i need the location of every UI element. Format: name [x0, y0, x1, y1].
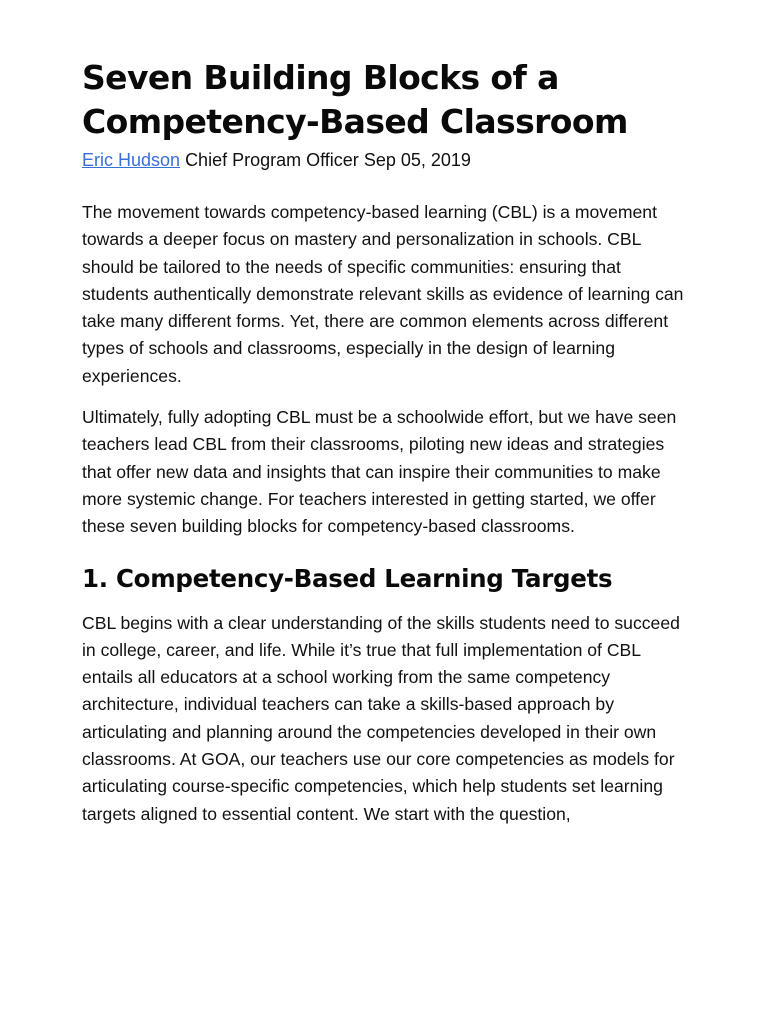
author-link[interactable]: Eric Hudson	[82, 150, 181, 170]
second-paragraph: Ultimately, fully adopting CBL must be a schoolwide effort, but we have seen teachers lead CBL from their classrooms, piloting new ideas and strategies that offer new data and insights that can inspire their communities to make more systemic change. For teachers interested in getting started, we offer these seven building blocks for competency-based classrooms.	[82, 407, 677, 537]
section-heading: 1. Competency-Based Learning Targets	[82, 563, 613, 593]
intro-paragraph: The movement towards competency-based learning (CBL) is a movement towards a deeper focus on mastery and personalization in schools. CBL should be tailored to the needs of specific communities: ensuring that students authentically demonstrate relevant skills as evidence of learning can take many different forms. Yet, there are common elements across different types of schools and classrooms, especially in the design of learning experiences.	[82, 202, 684, 386]
article-title: Seven Building Blocks of a Competency-Based Classroom	[82, 58, 628, 141]
section-paragraph: CBL begins with a clear understanding of the skills students need to succeed in college, career, and life. While it’s true that full implementation of CBL entails all educators at a school working from the same competency architecture, individual teachers can take a skills-based approach by articulating and planning around the competencies developed in their own classrooms. At GOA, our teachers use our core competencies as models for articulating course-specific competencies, which help students set learning targets aligned to essential content. We start with the question,	[82, 612, 680, 824]
article-body	[82, 199, 688, 828]
byline	[82, 148, 688, 172]
author-role: Chief Program Officer	[185, 150, 359, 170]
article	[82, 56, 688, 828]
publish-date: Sep 05, 2019	[363, 150, 471, 170]
